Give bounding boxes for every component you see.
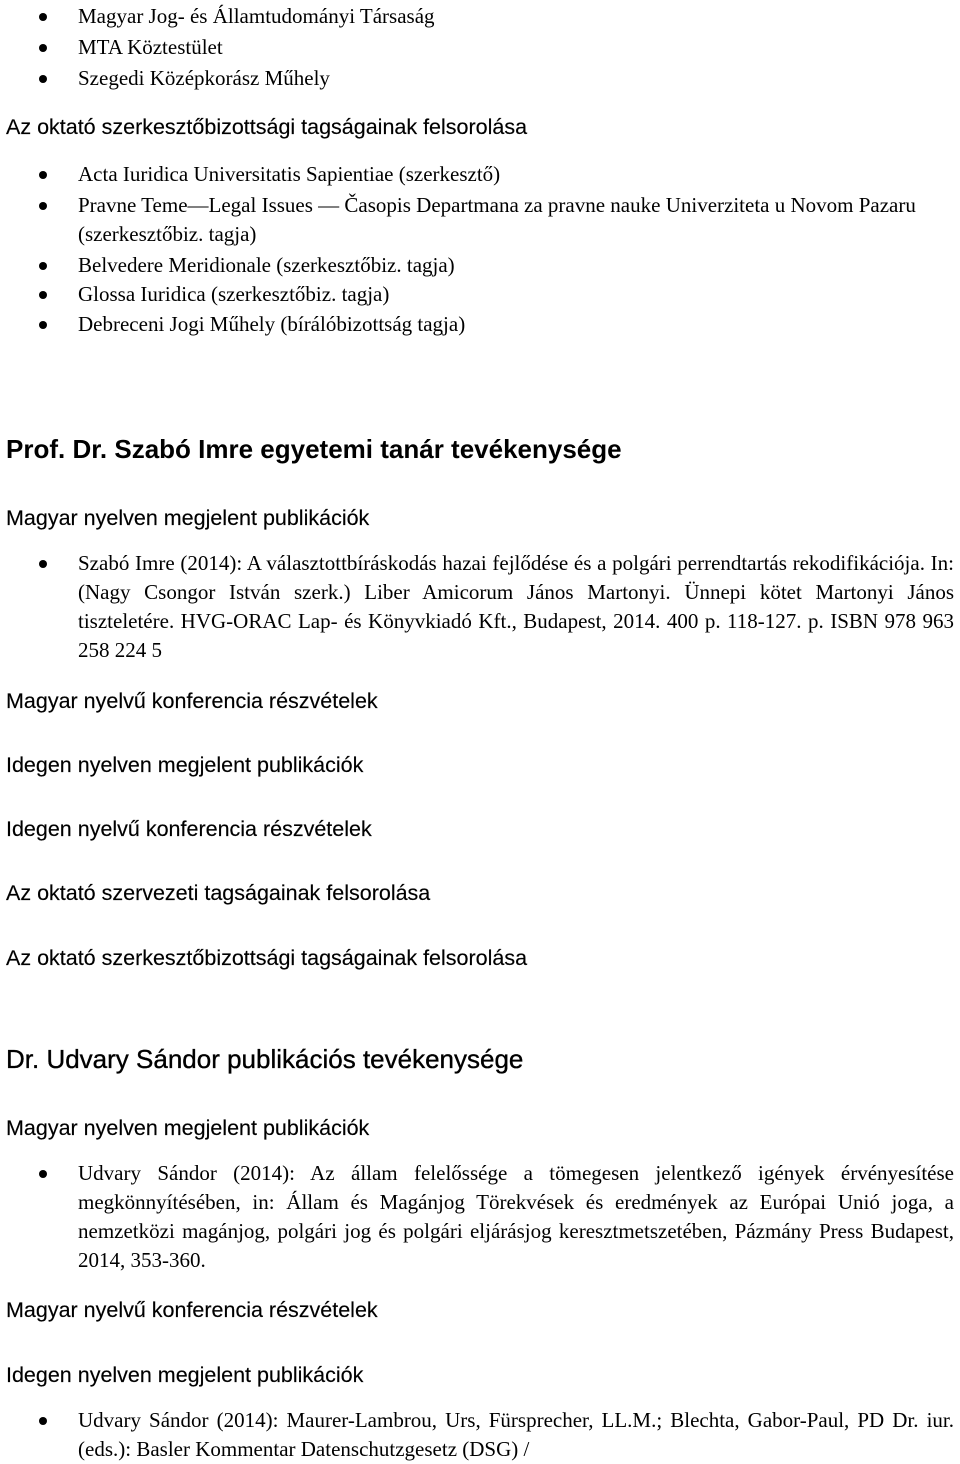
- bullet-icon: [39, 560, 47, 568]
- section-heading: Az oktató szervezeti tagságainak felsorolása: [6, 881, 431, 905]
- publication-list: [0, 1159, 960, 1275]
- bullet-icon: [39, 262, 47, 270]
- bullet-icon: [39, 291, 47, 299]
- list-item: Udvary Sándor (2014): Az állam felelőssége a tömegesen jelentkező igények érvényesítése megkönnyítésében, in: Állam és Magánjog Törekvések és eredmények az Európai Unió joga, a nemzetközi magánjog, polgári jog és polgári eljárásjog keresztmetszetében, Pázmány Press Budapest, 2014, 353-360.: [0, 1159, 960, 1275]
- section-heading: Magyar nyelven megjelent publikációk: [6, 1116, 370, 1140]
- organization-list: [0, 2, 960, 95]
- publication-list: [0, 549, 960, 665]
- list-item: Belvedere Meridionale (szerkesztőbiz. tagja): [0, 251, 960, 280]
- page-title: Dr. Udvary Sándor publikációs tevékenysége: [6, 1044, 524, 1074]
- section-heading: Az oktató szerkesztőbizottsági tagságainak felsorolása: [6, 115, 528, 139]
- section-heading: Magyar nyelven megjelent publikációk: [6, 506, 370, 530]
- list-item: Acta Iuridica Universitatis Sapientiae (szerkesztő): [0, 160, 960, 191]
- editorial-list: [0, 160, 960, 339]
- list-item: Pravne Teme—Legal Issues — Časopis Departmana za pravne nauke Univerziteta u Novom Pazaru (szerkesztőbiz. tagja): [0, 191, 960, 251]
- list-item: Magyar Jog- és Államtudományi Társaság: [0, 2, 960, 33]
- list-item: Glossa Iuridica (szerkesztőbiz. tagja): [0, 280, 960, 310]
- bullet-icon: [39, 202, 47, 210]
- page-title: Prof. Dr. Szabó Imre egyetemi tanár tevékenysége: [6, 434, 622, 464]
- section-heading: Az oktató szerkesztőbizottsági tagságainak felsorolása: [6, 946, 528, 970]
- bullet-icon: [39, 44, 47, 52]
- section-heading: Idegen nyelven megjelent publikációk: [6, 1363, 364, 1387]
- bullet-icon: [39, 171, 47, 179]
- section-heading: Idegen nyelvű konferencia részvételek: [6, 817, 372, 841]
- section-heading: Idegen nyelven megjelent publikációk: [6, 753, 364, 777]
- section-heading: Magyar nyelvű konferencia részvételek: [6, 689, 378, 713]
- list-item: Szegedi Középkorász Műhely: [0, 64, 960, 95]
- bullet-icon: [39, 13, 47, 21]
- list-item: MTA Köztestület: [0, 33, 960, 64]
- bullet-icon: [39, 321, 47, 329]
- publication-list: [0, 1406, 960, 1464]
- bullet-icon: [39, 75, 47, 83]
- bullet-icon: [39, 1170, 47, 1178]
- list-item: Udvary Sándor (2014): Maurer-Lambrou, Urs, Fürsprecher, LL.M.; Blechta, Gabor-Paul, PD Dr. iur. (eds.): Basler Kommentar Datenschutzgesetz (DSG) /: [0, 1406, 960, 1464]
- list-item: Debreceni Jogi Műhely (bírálóbizottság tagja): [0, 310, 960, 339]
- section-heading: Magyar nyelvű konferencia részvételek: [6, 1298, 378, 1322]
- bullet-icon: [39, 1417, 47, 1425]
- list-item: Szabó Imre (2014): A választottbíráskodás hazai fejlődése és a polgári perrendtartás rekodifikációja. In: (Nagy Csongor István szerk.) Liber Amicorum János Martonyi. Ünnepi kötet Martonyi János tiszteletére. HVG-ORAC Lap- és Könyvkiadó Kft., Budapest, 2014. 400 p. 118-127. p. ISBN 978 963 258 224 5: [0, 549, 960, 665]
